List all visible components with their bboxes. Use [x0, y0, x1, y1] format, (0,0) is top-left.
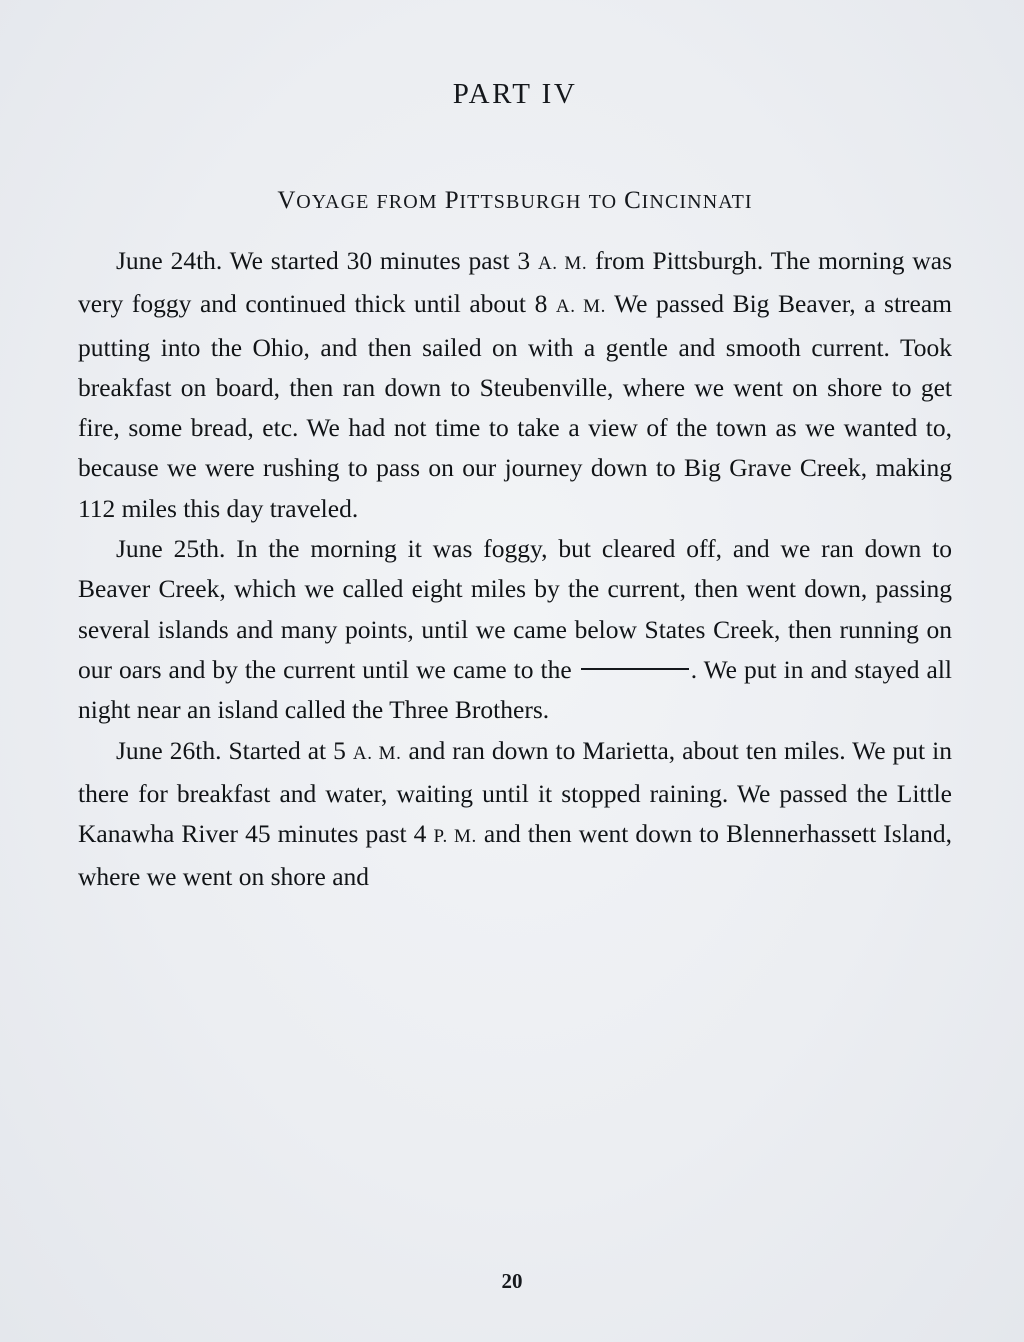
smallcaps-run: A. M. [555, 296, 606, 318]
body-text [78, 241, 952, 898]
text-run: June 24th. We started 30 minutes past 3 [116, 246, 538, 275]
chapter-heading-initial-p: P [444, 187, 460, 214]
page-content-area [78, 0, 952, 1342]
page-number: 20 [501, 1269, 523, 1293]
smallcaps-run: A. M. [352, 742, 402, 764]
text-run: . We put in and stayed all night near an island called the Three Brothers. [78, 654, 952, 725]
text-run: June 26th. Started at 5 [116, 735, 353, 765]
part-title: PART IV [452, 78, 578, 110]
chapter-heading-to: TO [588, 191, 618, 213]
chapter-heading-pittsburgh [445, 187, 582, 214]
smallcaps-run: A. M. [537, 253, 588, 274]
text-run: and then went down to Blennerhassett Island, where we went on shore and [78, 819, 952, 892]
blank-rule [581, 668, 689, 670]
paragraph-june-24th [78, 241, 952, 529]
text-run: and ran down to Marietta, about ten miles. We put in there for breakfast and water, waiting until it stopped raining. We passed the Little Kanawha River 45 minutes past 4 [78, 735, 952, 849]
chapter-heading-cincinnati [624, 187, 752, 214]
text-run: from Pittsburgh. The morning was very foggy and continued thick until about 8 [78, 246, 952, 319]
chapter-heading-voyage-rest: OYAGE [296, 191, 370, 213]
text-run: We passed Big Beaver, a stream putting into the Ohio, and then sailed on with a gentle and smooth current. Took breakfast on board, then ran down to Steubenville, where we went on shore to get fire, some bread, etc. We had not time to take a view of the town as we wanted to, because we were rushing to pass on our journey down to Big Grave Creek, making 112 miles this day traveled. [78, 289, 953, 523]
chapter-heading-initial-c: C [624, 187, 642, 214]
chapter-heading-cincinnati-rest: INCINNATI [641, 191, 753, 213]
paragraph-june-25th [78, 529, 952, 730]
smallcaps-run: P. M. [433, 826, 477, 848]
chapter-heading-voyage [277, 187, 369, 214]
text-run: June 25th. In the morning it was foggy, but cleared off, and we ran down to Beaver Creek, which we called eight miles by the current, then went down, passing several islands and many points, until we came below States Creek, then running on our oars and by the current until we came to the [78, 534, 952, 684]
chapter-heading-from: FROM [376, 191, 438, 213]
chapter-heading [78, 187, 952, 215]
paragraph-june-26th [78, 731, 952, 898]
chapter-heading-initial-v: V [277, 187, 297, 214]
chapter-heading-pittsburgh-rest: ITTSBURGH [459, 191, 582, 213]
